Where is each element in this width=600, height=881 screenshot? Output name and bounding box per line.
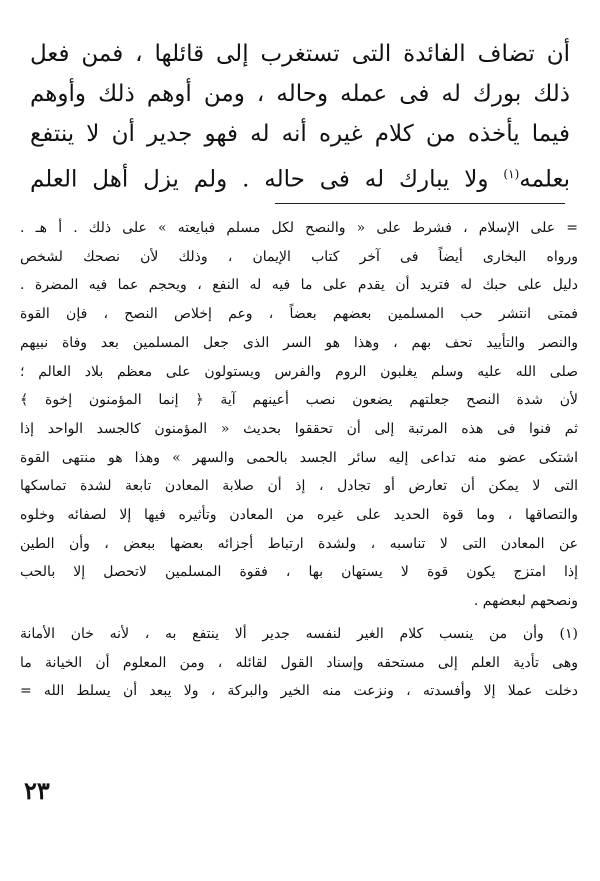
- footnote-line: صلى الله عليه وسلم يغلبون الروم والفرس ويستولون على معظم بلاد العالم ؛: [20, 363, 578, 380]
- footnotes-block: [20, 214, 578, 706]
- footnote-separator: [275, 203, 565, 204]
- footnote-line: ونصحهم لبعضهم .: [473, 593, 578, 610]
- footnote-line: إذا امتزج يكون قوة لا يستهان بها ، فقوة المسلمين لاتحصل إلا بالحب: [20, 564, 578, 581]
- main-line: أن تضاف الفائدة التى تستغرب إلى قائلها ، فمن فعل: [30, 41, 570, 67]
- main-line-with-footnote: [30, 154, 570, 200]
- footnote-reference: (١): [503, 167, 520, 181]
- main-line: ولا يبارك له فى حاله . ولم يزل أهل العلم: [30, 166, 489, 193]
- footnote-line: دخلت عملا إلا وأفسدته ، ونزعت منه الخير والبركة ، ولا يبعد أن يسلط الله =: [20, 683, 578, 700]
- footnote-line: لأن شدة النصح جعلتهم يضعون نصب أعينهم آية ﴿ إنما المؤمنون إخوة ﴾: [20, 392, 578, 409]
- page-number: ٢٣: [24, 776, 50, 805]
- main-line: فيما يأخذه من كلام غيره أنه له فهو جدير أن لا ينتفع: [30, 121, 570, 147]
- footnote-line: التى لا يمكن أن تعارض أو تجادل ، إذ أن صلابة المعادن تابعة لشدة تماسكها: [20, 478, 578, 495]
- footnote-line: عن المعادن التى لا تناسبه ، ولشدة ارتباط أجزائه بعضها ببعض ، وأن الطين: [20, 535, 578, 552]
- main-line-prefix: بعلمه: [519, 166, 570, 193]
- footnote-line: والتصاقها ، وما قوة الحديد على غيره من المعادن وتأثيره فيها إلا لصفائه وخلوه: [20, 507, 578, 524]
- footnote-line: وهى تأدية العلم إلى مستحقه وإسناد القول لقائله ، ومن المعلوم أن الخيانة ما: [20, 654, 578, 671]
- footnote-line: اشتكى عضو منه تداعى إليه سائر الجسد بالحمى والسهر » وهذا هو منتهى القوة: [20, 449, 578, 466]
- main-text-block: [30, 34, 570, 200]
- footnote-line: (١) وأن من ينسب كلام الغير لنفسه جدير ألا ينتفع به ، لأنه خان الأمانة: [20, 625, 578, 642]
- footnote-line: فمتى انتشر حب المسلمين بعضهم بعضاً ، وعم إخلاص النصح ، فإن القوة: [20, 306, 578, 323]
- footnote-line: دليل على حبك له فتريد أن يقدم على ما فيه له النفع ، ويحجم عما فيه المضرة .: [20, 277, 578, 294]
- main-line: ذلك بورك له فى عمله وحاله ، ومن أوهم ذلك وأوهم: [30, 81, 570, 107]
- footnote-line: ورواه البخارى أيضاً فى آخر كتاب الإيمان ، وذلك لأن نصحك لشخص: [20, 248, 578, 265]
- footnote-line: = على الإسلام ، فشرط على « والنصح لكل مسلم فبايعته » على ذلك . أ هـ .: [20, 220, 578, 236]
- footnote-line: ثم فنوا فى هذه المرتبة إلى أن تحققوا بحديث « المؤمنون كالجسد الواحد إذا: [20, 420, 578, 437]
- footnote-line: والنصر والتأييد تحف بهم ، وهذا هو السر الذى جعل المسلمين بعد وفاة نبيهم: [20, 334, 578, 351]
